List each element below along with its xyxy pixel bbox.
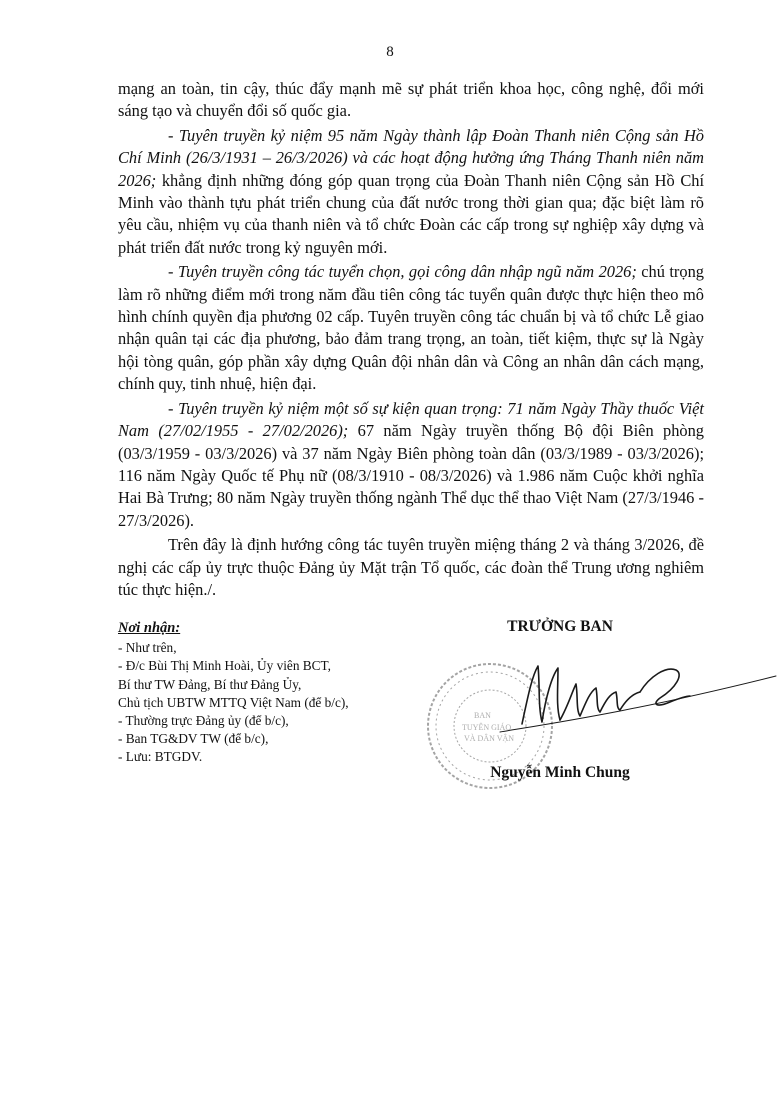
paragraph-3-text: chú trọng làm rõ những điểm mới trong năm đầu tiên công tác tuyển quân được thực hiện theo mô hình chính quyền địa phương 02 cấp. Tuyên truyền công tác chuẩn bị và tổ chức Lễ giao nhận quân tại các địa phương, bảo đảm trang trọng, an toàn, tiết kiệm, thực sự là Ngày hội tòng quân, góp phần xây dựng Quân đội nhân dân và Công an nhân dân cách mạng, chính quy, tinh nhuệ, hiện đại. — [118, 262, 704, 394]
recipients-title: Nơi nhận: — [118, 620, 181, 636]
recipients-block — [118, 619, 418, 767]
signature-block — [420, 618, 720, 798]
document-body — [118, 78, 704, 603]
paragraph-2-heading: - Tuyên truyền kỷ niệm 95 năm Ngày thành lập Đoàn Thanh niên Cộng sản Hồ Chí Minh (26/3/1931 – 26/3/2026) và các hoạt động hưởng ứng Tháng Thanh niên năm 2026; — [118, 125, 704, 190]
recipient-item: - Như trên, — [118, 640, 177, 656]
paragraph-4-heading: - Tuyên truyền kỷ niệm một số sự kiện quan trọng: 71 năm Ngày Thầy thuốc Việt Nam (27/02/1955 - 27/02/2026); — [118, 398, 704, 441]
paragraph-5: Trên đây là định hướng công tác tuyên truyền miệng tháng 2 và tháng 3/2026, đề nghị các cấp ủy trực thuộc Đảng ủy Mặt trận Tổ quốc, các đoàn thể Trung ương nghiêm túc thực hiện./. — [118, 535, 704, 599]
paragraph-1: mạng an toàn, tin cậy, thúc đẩy mạnh mẽ sự phát triển khoa học, công nghệ, đổi mới sáng tạo và chuyển đổi số quốc gia. — [118, 79, 704, 121]
recipient-item: - Lưu: BTGDV. — [118, 749, 203, 765]
signer-name: Nguyễn Minh Chung — [490, 764, 630, 781]
handwritten-signature — [480, 636, 780, 746]
recipient-item: - Thường trực Đảng ủy (để b/c), — [118, 713, 289, 729]
signer-title: TRƯỞNG BAN — [507, 618, 613, 635]
svg-text:TUYÊN GIÁO: TUYÊN GIÁO — [462, 723, 512, 732]
paragraph-4-text: 67 năm Ngày truyền thống Bộ đội Biên phòng (03/3/1959 - 03/3/2026) và 37 năm Ngày Biên phòng toàn dân (03/3/1989 - 03/3/2026); 116 năm Ngày Quốc tế Phụ nữ (08/3/1910 - 08/3/2026) và 1.986 năm Cuộc khởi nghĩa Hai Bà Trưng; 80 năm Ngày truyền thống ngành Thể dục thể thao Việt Nam (27/3/1946 - 27/3/2026). — [118, 421, 704, 530]
svg-text:VÀ DÂN VẬN: VÀ DÂN VẬN — [464, 734, 515, 743]
recipient-item: - Đ/c Bùi Thị Minh Hoài, Ủy viên BCT, — [118, 658, 331, 674]
paragraph-2-text: khẳng định những đóng góp quan trọng của Đoàn Thanh niên Cộng sản Hồ Chí Minh vào thành tựu phát triển chung của đất nước trong thời gian qua; đặc biệt làm rõ yêu cầu, nhiệm vụ của thanh niên và tổ chức Đoàn các cấp trong sự nghiệp xây dựng và phát triển đất nước trong kỷ nguyên mới. — [118, 170, 704, 257]
paragraph-3 — [118, 261, 704, 395]
recipient-item: - Ban TG&DV TW (để b/c), — [118, 731, 269, 747]
recipient-item: Bí thư TW Đảng, Bí thư Đảng Ủy, — [118, 676, 302, 692]
paragraph-4 — [118, 398, 704, 532]
paragraph-2 — [118, 125, 704, 259]
svg-text:BAN: BAN — [474, 711, 491, 720]
paragraph-3-heading: - Tuyên truyền công tác tuyển chọn, gọi công dân nhập ngũ năm 2026; — [168, 262, 637, 282]
recipient-item: Chủ tịch UBTW MTTQ Việt Nam (để b/c), — [118, 694, 349, 710]
page-number: 8 — [386, 44, 394, 60]
